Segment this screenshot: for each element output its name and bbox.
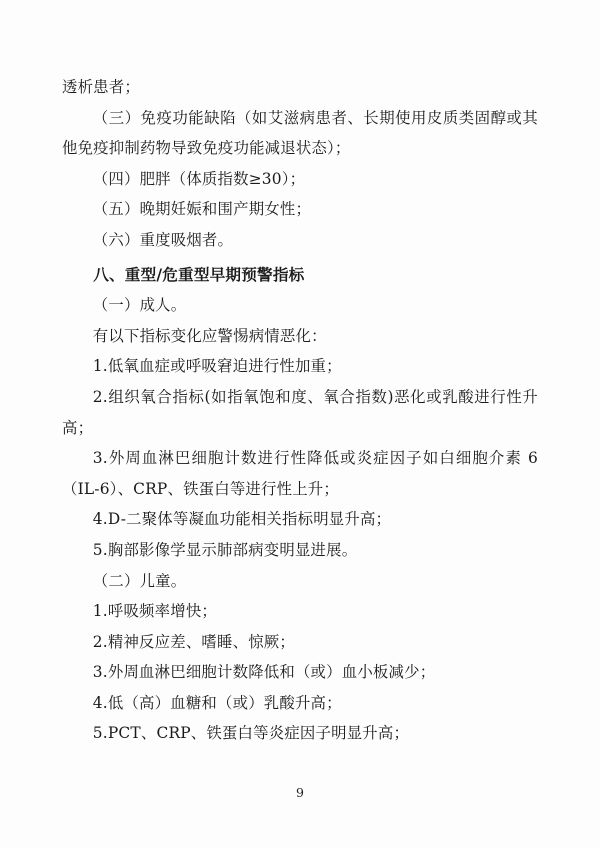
adult-indicator-2: 2.组织氧合指标(如指氧饱和度、氧合指数)恶化或乳酸进行性升高； [62,387,538,437]
paragraph-item-4: （四）肥胖（体质指数≥30）； [92,169,306,188]
section-heading-eight: 八、重型/危重型早期预警指标 [93,264,305,284]
child-indicator-5: 5.PCT、CRP、铁蛋白等炎症因子明显升高； [92,724,410,743]
child-indicator-4: 4.低（高）血糖和（或）乳酸升高； [92,693,342,712]
page-number: 9 [296,785,304,800]
child-indicator-3: 3.外周血淋巴细胞计数降低和（或）血小板减少； [92,663,436,682]
adult-indicator-3: 3.外周血淋巴细胞计数进行性降低或炎症因子如白细胞介素 6（IL-6）、CRP、铁蛋白等进行性上升； [62,449,538,498]
child-indicator-1: 1.呼吸频率增快； [92,602,218,621]
subsection-children: （二）儿童。 [92,571,187,590]
paragraph-1: 透析患者； [62,78,140,96]
paragraph-item-3: （三）免疫功能缺陷（如艾滋病患者、长期使用皮质类固醇或其他免疫抑制药物导致免疫功能减退状态）； [62,108,538,158]
paragraph-warning-intro: 有以下指标变化应警惕病情恶化： [92,326,327,345]
paragraph-item-5: （五）晚期妊娠和围产期女性； [92,200,312,219]
paragraph-item-6: （六）重度吸烟者。 [92,230,234,249]
adult-indicator-5: 5.胸部影像学显示肺部病变明显进展。 [92,540,358,559]
subsection-adults: （一）成人。 [92,296,187,315]
document-body [62,72,538,749]
adult-indicator-1: 1.低氧血症或呼吸窘迫进行性加重； [92,357,342,376]
adult-indicator-4: 4.D-二聚体等凝血功能相关指标明显升高； [92,510,392,529]
child-indicator-2: 2.精神反应差、嗜睡、惊厥； [92,632,295,651]
